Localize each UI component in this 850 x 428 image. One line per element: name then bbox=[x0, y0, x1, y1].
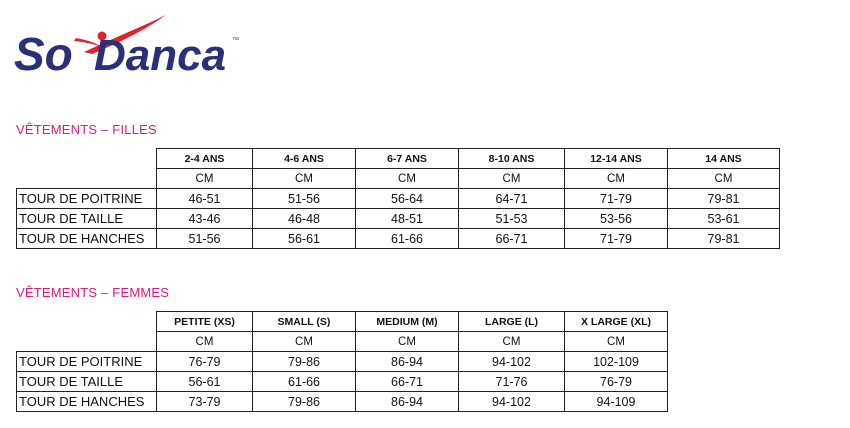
units-cell: CM bbox=[157, 332, 253, 352]
value-cell: 51-53 bbox=[459, 209, 565, 229]
value-cell: 61-66 bbox=[356, 229, 459, 249]
column-header: 14 ANS bbox=[668, 149, 780, 169]
value-cell: 79-81 bbox=[668, 189, 780, 209]
value-cell: 86-94 bbox=[356, 392, 459, 412]
row-label: TOUR DE HANCHES bbox=[17, 229, 157, 249]
column-header: X LARGE (XL) bbox=[565, 312, 668, 332]
units-cell: CM bbox=[459, 169, 565, 189]
value-cell: 102-109 bbox=[565, 352, 668, 372]
column-header: 2-4 ANS bbox=[157, 149, 253, 169]
value-cell: 73-79 bbox=[157, 392, 253, 412]
units-cell: CM bbox=[253, 332, 356, 352]
girls-size-table bbox=[16, 148, 780, 249]
women-header-row bbox=[17, 312, 668, 332]
value-cell: 46-51 bbox=[157, 189, 253, 209]
value-cell: 66-71 bbox=[459, 229, 565, 249]
units-cell: CM bbox=[356, 332, 459, 352]
column-header: 6-7 ANS bbox=[356, 149, 459, 169]
blank-cell bbox=[17, 149, 157, 169]
units-cell: CM bbox=[668, 169, 780, 189]
value-cell: 53-56 bbox=[565, 209, 668, 229]
row-label: TOUR DE HANCHES bbox=[17, 392, 157, 412]
units-cell: CM bbox=[565, 332, 668, 352]
value-cell: 64-71 bbox=[459, 189, 565, 209]
value-cell: 79-86 bbox=[253, 392, 356, 412]
value-cell: 56-61 bbox=[253, 229, 356, 249]
value-cell: 43-46 bbox=[157, 209, 253, 229]
logo-text-so: So bbox=[14, 28, 73, 78]
value-cell: 79-81 bbox=[668, 229, 780, 249]
value-cell: 66-71 bbox=[356, 372, 459, 392]
sodanca-logo bbox=[14, 12, 244, 78]
blank-cell bbox=[17, 312, 157, 332]
value-cell: 71-79 bbox=[565, 189, 668, 209]
units-cell: CM bbox=[459, 332, 565, 352]
value-cell: 46-48 bbox=[253, 209, 356, 229]
value-cell: 61-66 bbox=[253, 372, 356, 392]
value-cell: 76-79 bbox=[565, 372, 668, 392]
units-cell: CM bbox=[157, 169, 253, 189]
table-row bbox=[17, 229, 780, 249]
blank-cell bbox=[17, 169, 157, 189]
value-cell: 53-61 bbox=[668, 209, 780, 229]
units-cell: CM bbox=[565, 169, 668, 189]
column-header: LARGE (L) bbox=[459, 312, 565, 332]
value-cell: 76-79 bbox=[157, 352, 253, 372]
women-units-row bbox=[17, 332, 668, 352]
row-label: TOUR DE TAILLE bbox=[17, 209, 157, 229]
row-label: TOUR DE POITRINE bbox=[17, 352, 157, 372]
column-header: PETITE (XS) bbox=[157, 312, 253, 332]
table-row bbox=[17, 392, 668, 412]
units-cell: CM bbox=[253, 169, 356, 189]
row-label: TOUR DE POITRINE bbox=[17, 189, 157, 209]
value-cell: 71-76 bbox=[459, 372, 565, 392]
column-header: 12-14 ANS bbox=[565, 149, 668, 169]
table-row bbox=[17, 372, 668, 392]
value-cell: 86-94 bbox=[356, 352, 459, 372]
girls-units-row bbox=[17, 169, 780, 189]
column-header: 8-10 ANS bbox=[459, 149, 565, 169]
table-row bbox=[17, 209, 780, 229]
value-cell: 56-64 bbox=[356, 189, 459, 209]
value-cell: 71-79 bbox=[565, 229, 668, 249]
logo-trademark: ™ bbox=[232, 37, 239, 44]
value-cell: 94-109 bbox=[565, 392, 668, 412]
value-cell: 94-102 bbox=[459, 392, 565, 412]
blank-cell bbox=[17, 332, 157, 352]
value-cell: 56-61 bbox=[157, 372, 253, 392]
column-header: 4-6 ANS bbox=[253, 149, 356, 169]
value-cell: 51-56 bbox=[253, 189, 356, 209]
units-cell: CM bbox=[356, 169, 459, 189]
girls-header-row bbox=[17, 149, 780, 169]
girls-section-title: VÊTEMENTS – FILLES bbox=[16, 122, 157, 137]
value-cell: 94-102 bbox=[459, 352, 565, 372]
table-row bbox=[17, 352, 668, 372]
women-size-table bbox=[16, 311, 668, 412]
logo-text-danca: Danca bbox=[94, 31, 227, 78]
value-cell: 51-56 bbox=[157, 229, 253, 249]
table-row bbox=[17, 189, 780, 209]
column-header: MEDIUM (M) bbox=[356, 312, 459, 332]
column-header: SMALL (S) bbox=[253, 312, 356, 332]
women-section-title: VÊTEMENTS – FEMMES bbox=[16, 285, 170, 300]
value-cell: 79-86 bbox=[253, 352, 356, 372]
row-label: TOUR DE TAILLE bbox=[17, 372, 157, 392]
value-cell: 48-51 bbox=[356, 209, 459, 229]
